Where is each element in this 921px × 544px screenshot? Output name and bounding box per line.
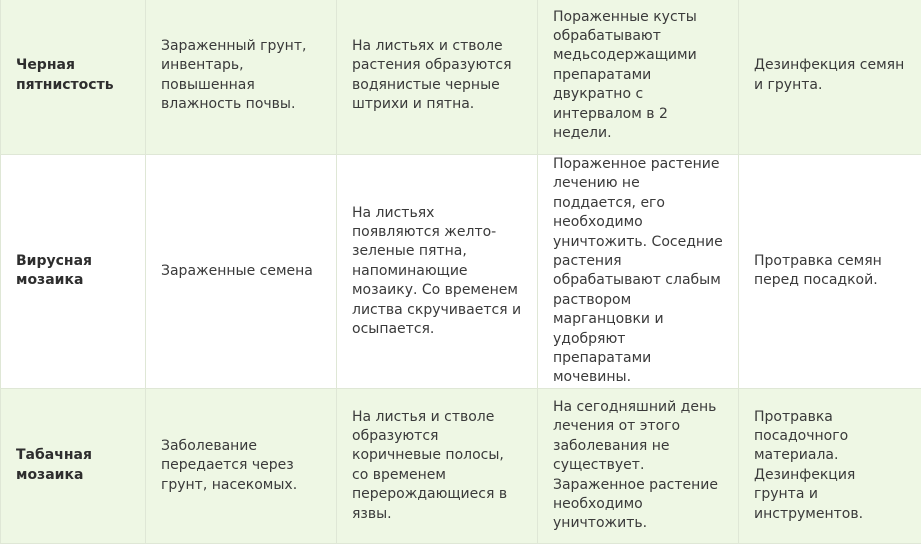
prevention-cell (739, 0, 921, 155)
disease-name-cell (1, 388, 146, 543)
disease-name-cell (1, 155, 146, 389)
disease-name: Вирусная мозаика (16, 252, 130, 291)
symptoms-cell (337, 388, 538, 543)
prevention-text: Протравка посадочного материала. Дезинфекция грунта и инструментов. (754, 408, 906, 524)
cause-cell (146, 388, 337, 543)
disease-name: Табачная мозаика (16, 446, 130, 485)
table-row (1, 155, 921, 389)
treatment-text: Пораженные кусты обрабатывают медьсодержащими препаратами двукратно с интервалом в 2 недели. (553, 8, 723, 144)
table-row (1, 0, 921, 155)
prevention-text: Протравка семян перед посадкой. (754, 252, 906, 291)
symptoms-text: На листья и стволе образуются коричневые полосы, со временем перерождающиеся в язвы. (352, 408, 522, 524)
treatment-cell (538, 0, 739, 155)
treatment-text: На сегодняшний день лечения от этого заболевания не существует. Зараженное растение необходимо уничтожить. (553, 398, 723, 534)
cause-cell (146, 0, 337, 155)
table-row (1, 388, 921, 543)
prevention-text: Дезинфекция семян и грунта. (754, 56, 906, 95)
prevention-cell (739, 155, 921, 389)
disease-name-cell (1, 0, 146, 155)
treatment-cell (538, 388, 739, 543)
treatment-text: Пораженное растение лечению не поддается, его необходимо уничтожить. Соседние растения обрабатывают слабым раствором марганцовки и удобряют препаратами мочевины. (553, 155, 723, 388)
symptoms-text: На листьях и стволе растения образуются водянистые черные штрихи и пятна. (352, 37, 522, 115)
prevention-cell (739, 388, 921, 543)
cause-text: Заболевание передается через грунт, насекомых. (161, 437, 321, 495)
cause-text: Зараженные семена (161, 262, 321, 281)
symptoms-text: На листьях появляются желто-зеленые пятна, напоминающие мозаику. Со временем листва скручивается и осыпается. (352, 204, 522, 340)
cause-text: Зараженный грунт, инвентарь, повышенная влажность почвы. (161, 37, 321, 115)
symptoms-cell (337, 155, 538, 389)
treatment-cell (538, 155, 739, 389)
cause-cell (146, 155, 337, 389)
disease-name: Черная пятнистость (16, 56, 130, 95)
symptoms-cell (337, 0, 538, 155)
